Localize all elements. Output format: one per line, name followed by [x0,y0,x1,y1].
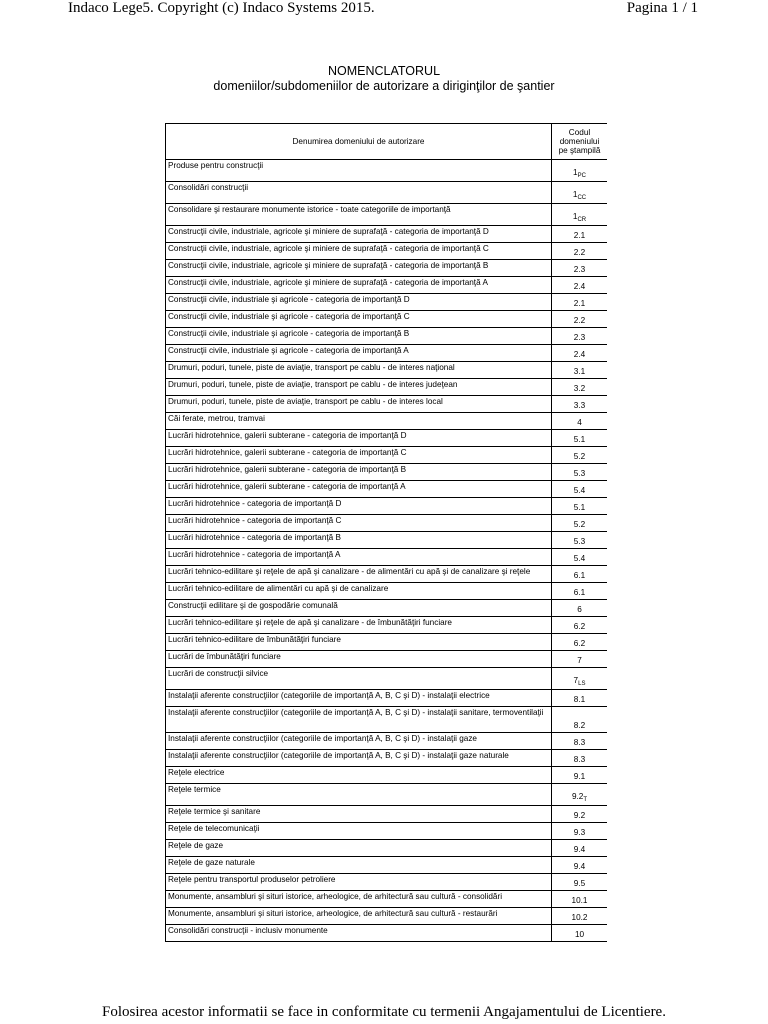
domain-code: 2.1 [573,231,586,240]
domain-code: 8.2 [573,721,586,730]
domain-code: 5.4 [573,486,586,495]
domain-name-cell: Construcţii civile, industriale, agricole şi miniere de suprafaţă - categoria de importanţă C [166,243,552,260]
domain-code-cell [552,464,608,481]
domain-code-cell [552,634,608,651]
table-row [166,617,608,634]
table-row [166,396,608,413]
column-header-code [552,124,608,160]
table-row [166,328,608,345]
domain-code-cell [552,447,608,464]
table-row [166,707,608,733]
domains-table [165,123,607,942]
domain-code-cell [552,908,608,925]
domain-name-cell: Produse pentru construcţii [166,160,552,182]
table-row [166,733,608,750]
domain-code: 10.1 [571,896,588,905]
document-subtitle: domeniilor/subdomeniilor de autorizare a diriginţilor de şantier [213,79,555,93]
domain-code: 2.3 [573,265,586,274]
table-row [166,311,608,328]
domain-code: 7 [573,676,579,685]
domain-code-cell [552,498,608,515]
table-row [166,182,608,204]
table-row [166,481,608,498]
domain-code-cell [552,160,608,182]
domain-code-cell [552,690,608,707]
domain-code-subscript: CC [577,195,587,201]
domain-code: 1 [572,212,578,221]
domain-name-cell: Lucrări tehnico-edilitare de îmbunătăţiri funciare [166,634,552,651]
domain-name-cell: Lucrări hidrotehnice - categoria de importanţă B [166,532,552,549]
table-row [166,160,608,182]
domain-code: 6.2 [573,639,586,648]
domain-code-cell [552,345,608,362]
domain-code: 5.2 [573,452,586,461]
domain-code-subscript: LS [578,681,586,687]
domain-code-cell [552,549,608,566]
domain-name-cell: Drumuri, poduri, tunele, piste de aviaţie, transport pe cablu - de interes local [166,396,552,413]
table-row [166,784,608,806]
domain-code-cell [552,413,608,430]
domain-code-cell [552,857,608,874]
domain-name-cell: Lucrări de îmbunătăţiri funciare [166,651,552,668]
domain-code-cell [552,226,608,243]
domain-code-cell [552,182,608,204]
domain-code-cell [552,823,608,840]
table-row [166,294,608,311]
domain-code-cell [552,925,608,942]
domain-name-cell: Lucrări hidrotehnice, galerii subterane - categoria de importanţă A [166,481,552,498]
domain-name-cell: Instalaţii aferente construcţiilor (categoriile de importanţă A, B, C şi D) - instalaţii electrice [166,690,552,707]
table-row [166,549,608,566]
table-row [166,430,608,447]
table-row [166,750,608,767]
domain-code-cell [552,651,608,668]
domain-code: 3.1 [573,367,586,376]
domain-code-cell [552,532,608,549]
domain-code-cell [552,733,608,750]
domain-code-cell [552,362,608,379]
table-row [166,345,608,362]
domain-code: 1 [572,190,578,199]
domain-name-cell: Lucrări hidrotehnice - categoria de importanţă D [166,498,552,515]
domain-code-cell [552,328,608,345]
domain-code: 3.3 [573,401,586,410]
table-row [166,260,608,277]
table-row [166,600,608,617]
domain-code: 9.5 [573,879,586,888]
table-row [166,908,608,925]
domain-name-cell: Construcţii civile, industriale, agricole şi miniere de suprafaţă - categoria de importanţă B [166,260,552,277]
domain-name-cell: Construcţii edilitare şi de gospodărie comunală [166,600,552,617]
table-row [166,277,608,294]
domain-code-cell [552,277,608,294]
domain-code-cell [552,294,608,311]
domain-name-cell: Reţele termice şi sanitare [166,806,552,823]
table-row [166,498,608,515]
domain-name-cell: Construcţii civile, industriale şi agricole - categoria de importanţă A [166,345,552,362]
domain-name-cell: Reţele de gaze [166,840,552,857]
domain-name-cell: Reţele electrice [166,767,552,784]
domain-code-cell [552,583,608,600]
domain-name-cell: Reţele de telecomunicaţii [166,823,552,840]
domain-name-cell: Reţele pentru transportul produselor petroliere [166,874,552,891]
table-row [166,690,608,707]
header-copyright: Indaco Lege5. Copyright (c) Indaco Systems 2015. [68,0,375,16]
domain-code-subscript: T [583,797,588,803]
domain-code-cell [552,874,608,891]
domain-code: 10 [574,930,585,939]
column-header-code-line-2: domeniului [559,137,600,146]
domain-name-cell: Instalaţii aferente construcţiilor (categoriile de importanţă A, B, C şi D) - instalaţii gaze naturale [166,750,552,767]
header-page-number: Pagina 1 / 1 [626,0,698,16]
table-row [166,447,608,464]
table-row [166,634,608,651]
domain-code-cell [552,311,608,328]
domain-code: 9.4 [573,845,586,854]
domain-name-cell: Reţele termice [166,784,552,806]
domain-name-cell: Lucrări hidrotehnice, galerii subterane - categoria de importanţă D [166,430,552,447]
table-row [166,362,608,379]
domain-code-cell [552,396,608,413]
table-row [166,806,608,823]
table-row [166,668,608,690]
domain-code: 5.2 [573,520,586,529]
domain-name-cell: Consolidare şi restaurare monumente istorice - toate categoriile de importanţă [166,204,552,226]
domain-code: 9.2 [573,811,586,820]
table-row [166,767,608,784]
table-header-row [166,124,608,160]
table-row [166,515,608,532]
domain-name-cell: Monumente, ansambluri şi situri istorice, arheologice, de arhitectură sau cultură - consolidări [166,891,552,908]
domain-name-cell: Lucrări hidrotehnice - categoria de importanţă A [166,549,552,566]
table-row [166,204,608,226]
domain-name-cell: Drumuri, poduri, tunele, piste de aviaţie, transport pe cablu - de interes judeţean [166,379,552,396]
domain-name-cell: Lucrări hidrotehnice, galerii subterane - categoria de importanţă B [166,464,552,481]
domain-name-cell: Lucrări tehnico-edilitare de alimentări cu apă şi de canalizare [166,583,552,600]
table-row [166,651,608,668]
domain-code: 5.1 [573,435,586,444]
domain-code: 9.1 [573,772,586,781]
domain-code-cell [552,840,608,857]
domain-name-cell: Consolidări construcţii - inclusiv monumente [166,925,552,942]
domain-code-cell [552,806,608,823]
domain-name-cell: Construcţii civile, industriale şi agricole - categoria de importanţă D [166,294,552,311]
domain-code: 2.4 [573,282,586,291]
domain-code: 2.4 [573,350,586,359]
domain-code: 10.2 [571,913,588,922]
table-row [166,874,608,891]
domain-name-cell: Lucrări tehnico-edilitare şi reţele de apă şi canalizare - de alimentări cu apă şi de canalizare şi reţele [166,566,552,583]
domain-code: 9.4 [573,862,586,871]
domain-code-cell [552,707,608,733]
domain-name-cell: Lucrări hidrotehnice - categoria de importanţă C [166,515,552,532]
domain-name-cell: Reţele de gaze naturale [166,857,552,874]
domain-code: 1 [573,168,578,177]
domain-code: 5.3 [573,537,586,546]
domain-code: 8.3 [573,755,586,764]
domain-name-cell: Consolidări construcţii [166,182,552,204]
table-row [166,379,608,396]
document-title: NOMENCLATORUL [327,64,441,78]
domain-code: 3.2 [573,384,586,393]
table-row [166,823,608,840]
domain-name-cell: Construcţii civile, industriale şi agricole - categoria de importanţă C [166,311,552,328]
domain-code: 7 [577,656,582,665]
domain-code-cell [552,481,608,498]
table-row [166,925,608,942]
domain-code: 8.1 [573,695,586,704]
domain-code: 2.2 [573,316,586,325]
domain-name-cell: Căi ferate, metrou, tramvai [166,413,552,430]
domain-name-cell: Lucrări tehnico-edilitare şi reţele de apă şi canalizare - de îmbunătăţiri funciare [166,617,552,634]
domain-code: 2.2 [573,248,586,257]
domain-code: 6 [577,605,582,614]
table-row [166,857,608,874]
domain-code-cell [552,430,608,447]
domain-code: 9.2 [571,792,584,801]
domain-code-cell [552,600,608,617]
domain-code: 2.1 [573,299,586,308]
domain-code-cell [552,566,608,583]
domain-name-cell: Construcţii civile, industriale şi agricole - categoria de importanţă B [166,328,552,345]
table-row [166,243,608,260]
domain-code-cell [552,204,608,226]
table-row [166,566,608,583]
domain-code-subscript: CR [577,217,587,223]
table-row [166,464,608,481]
table-row [166,413,608,430]
table-row [166,840,608,857]
domain-name-cell: Instalaţii aferente construcţiilor (categoriile de importanţă A, B, C şi D) - instalaţii gaze [166,733,552,750]
domain-code: 6.1 [573,571,586,580]
domain-code-cell [552,891,608,908]
domain-code: 5.1 [573,503,586,512]
domain-code: 5.3 [573,469,586,478]
domain-name-cell: Construcţii civile, industriale, agricole şi miniere de suprafaţă - categoria de importanţă D [166,226,552,243]
domain-code-cell [552,379,608,396]
column-header-code-line-3: pe ştampilă [558,146,601,155]
domain-code-cell [552,617,608,634]
domain-code: 5.4 [573,554,586,563]
domain-code: 6.2 [573,622,586,631]
column-header-code-line-1: Codul [568,128,591,137]
domain-code: 8.3 [573,738,586,747]
domain-name-cell: Construcţii civile, industriale, agricole şi miniere de suprafaţă - categoria de importanţă A [166,277,552,294]
table-row [166,891,608,908]
domain-name-cell: Drumuri, poduri, tunele, piste de aviaţie, transport pe cablu - de interes naţional [166,362,552,379]
table-body [166,160,608,942]
table-row [166,583,608,600]
column-header-domain-name: Denumirea domeniului de autorizare [166,124,552,160]
domain-name-cell: Lucrări de construcţii silvice [166,668,552,690]
domain-code-cell [552,260,608,277]
domain-code-cell [552,515,608,532]
domain-code: 6.1 [573,588,586,597]
domain-code: 9.3 [573,828,586,837]
domain-code-cell [552,243,608,260]
domain-code-cell [552,668,608,690]
domain-code-cell [552,784,608,806]
domain-code-cell [552,750,608,767]
footer-license-note: Folosirea acestor informatii se face in conformitate cu termenii Angajamentului de Licentiere. [102,1004,666,1020]
domain-name-cell: Instalaţii aferente construcţiilor (categoriile de importanţă A, B, C şi D) - instalaţii sanitare, termoventilaţii [166,707,552,733]
domain-name-cell: Lucrări hidrotehnice, galerii subterane - categoria de importanţă C [166,447,552,464]
table-row [166,226,608,243]
domain-code-subscript: PC [577,173,586,179]
domain-code: 4 [577,418,582,427]
domain-name-cell: Monumente, ansambluri şi situri istorice, arheologice, de arhitectură sau cultură - restaurări [166,908,552,925]
domain-code-cell [552,767,608,784]
domain-code: 2.3 [573,333,586,342]
table-row [166,532,608,549]
